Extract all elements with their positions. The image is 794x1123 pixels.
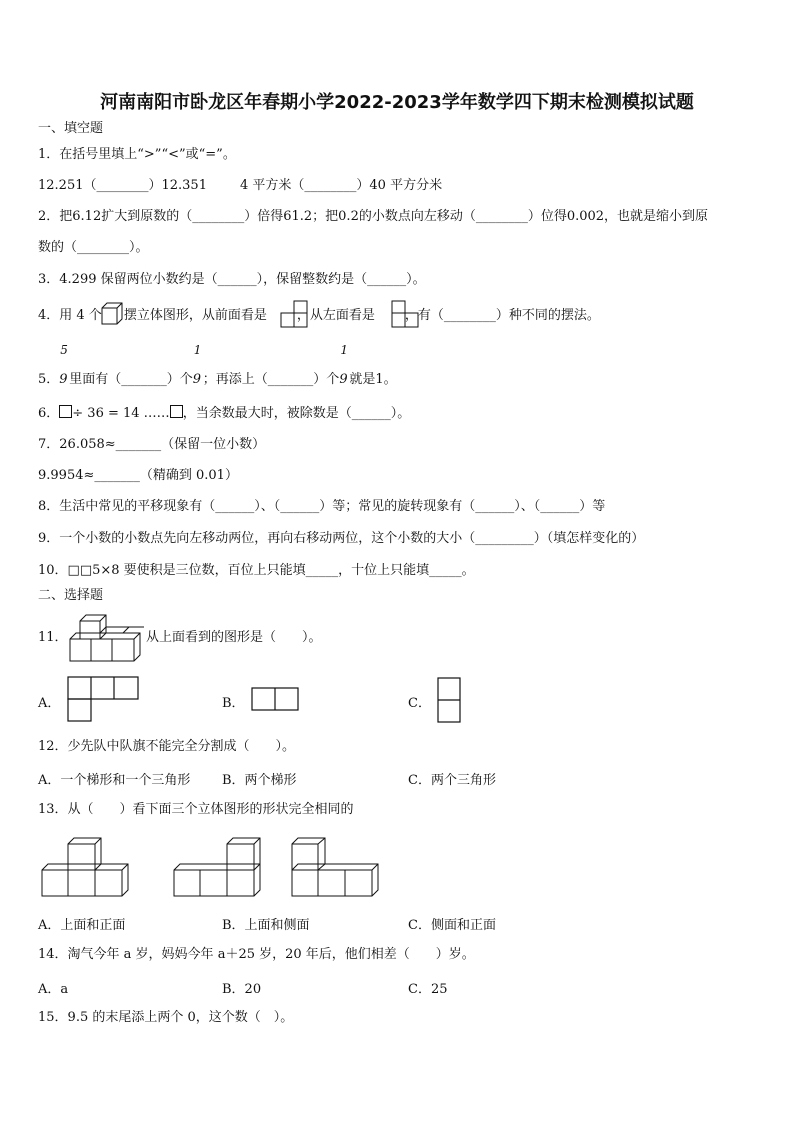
question-1a: 12.251（________）12.351 xyxy=(38,178,207,193)
q13-option-b[interactable]: B．上面和侧面 xyxy=(222,918,310,933)
q4-part1: 4．用 4 个 xyxy=(38,308,102,323)
q11-option-c[interactable]: C． xyxy=(408,696,431,711)
question-9: 9．一个小数的小数点先向左移动两位，再向右移动两位，这个小数的大小（_________）（填怎样变化的） xyxy=(38,531,645,546)
solid-figure-3 xyxy=(290,834,380,898)
option-a-figure xyxy=(66,675,140,725)
q5-part2: 里面有（_______）个 xyxy=(69,372,193,387)
q13-option-a[interactable]: A．上面和正面 xyxy=(38,918,126,933)
question-13: 13．从（ ）看下面三个立体图形的形状完全相同的 xyxy=(38,802,354,817)
q12-option-b[interactable]: B．两个梯形 xyxy=(222,773,297,788)
q11-option-a[interactable]: A． xyxy=(38,696,61,711)
q14-option-c[interactable]: C．25 xyxy=(408,982,448,997)
fraction-numerator: 1 xyxy=(193,343,202,357)
blank-square-icon xyxy=(59,405,72,418)
section-heading-fill-blank: 一、填空题 xyxy=(38,121,104,136)
q6-part3: ，当余数最大时，被除数是（______）。 xyxy=(182,406,411,421)
q5-number: 5． xyxy=(38,372,60,387)
fraction-1-9 xyxy=(339,343,349,389)
question-7b: 9.9954≈_______（精确到 0.01） xyxy=(38,468,238,483)
question-6 xyxy=(38,405,410,423)
fraction-5-9 xyxy=(59,343,69,389)
q4-part2: 摆立体图形，从前面看是 xyxy=(123,308,267,323)
question-15: 15．9.5 的末尾添上两个 0，这个数（ ）。 xyxy=(38,1010,294,1025)
fraction-denominator: 9 xyxy=(59,372,68,387)
fraction-numerator: 5 xyxy=(60,343,68,357)
option-c-figure xyxy=(436,676,464,724)
fraction-1-9 xyxy=(192,343,203,389)
question-10: 10．□□5×8 要使积是三位数，百位上只能填_____，十位上只能填_____。 xyxy=(38,563,475,578)
q12-option-c[interactable]: C．两个三角形 xyxy=(408,773,496,788)
q14-option-a[interactable]: A．a xyxy=(38,982,69,997)
question-12: 12．少先队中队旗不能完全分割成（ ）。 xyxy=(38,739,296,754)
question-11-number: 11． xyxy=(38,630,68,645)
q5-part3: ；再添上（_______）个 xyxy=(202,372,340,387)
question-8: 8．生活中常见的平移现象有（______）、（______）等；常见的旋转现象有（______）、（______）等 xyxy=(38,499,606,514)
q6-expression: ÷ 36 = 14 …… xyxy=(72,406,170,421)
question-14: 14．淘气今年 a 岁，妈妈今年 a＋25 岁，20 年后，他们相差（ ）岁。 xyxy=(38,947,475,962)
fraction-denominator: 9 xyxy=(192,372,202,387)
question-1b: 4 平方米（________）40 平方分米 xyxy=(240,178,443,193)
solid-figure-2 xyxy=(172,834,262,898)
q6-number: 6． xyxy=(38,406,60,421)
question-2-line1: 2．把6.12扩大到原数的（________）倍得61.2；把0.2的小数点向左移动（________）位得0.002，也就是缩小到原 xyxy=(38,209,709,224)
question-7a: 7．26.058≈_______（保留一位小数） xyxy=(38,437,266,452)
q14-option-b[interactable]: B．20 xyxy=(222,982,262,997)
cube-icon xyxy=(101,302,123,326)
question-3: 3．4.299 保留两位小数约是（______），保留整数约是（______）。 xyxy=(38,272,426,287)
option-b-figure xyxy=(250,686,300,714)
cube-stack-figure xyxy=(68,607,144,665)
page-title: 河南南阳市卧龙区年春期小学2022-2023学年数学四下期末检测模拟试题 xyxy=(100,92,694,113)
fraction-numerator: 1 xyxy=(340,343,348,357)
blank-square-icon xyxy=(170,405,183,418)
q12-option-a[interactable]: A．一个梯形和一个三角形 xyxy=(38,773,191,788)
q4-part4: ，有（________）种不同的摆法。 xyxy=(404,308,600,323)
q11-option-b[interactable]: B． xyxy=(222,696,245,711)
q4-part3: ，从左面看是 xyxy=(296,308,375,323)
left-view-icon xyxy=(391,300,419,328)
front-view-icon xyxy=(280,300,308,328)
question-2-line2: 数的（________）。 xyxy=(38,240,149,255)
section-heading-choice: 二、选择题 xyxy=(38,588,104,603)
question-1: 1．在括号里填上“>”“<”或“=”。 xyxy=(38,147,236,162)
q5-part4: 就是1。 xyxy=(349,372,397,387)
q13-option-c[interactable]: C．侧面和正面 xyxy=(408,918,496,933)
question-5 xyxy=(38,343,397,389)
solid-figure-1 xyxy=(40,834,130,898)
question-11: 从上面看到的图形是（ ）。 xyxy=(146,630,322,645)
fraction-denominator: 9 xyxy=(339,372,348,387)
